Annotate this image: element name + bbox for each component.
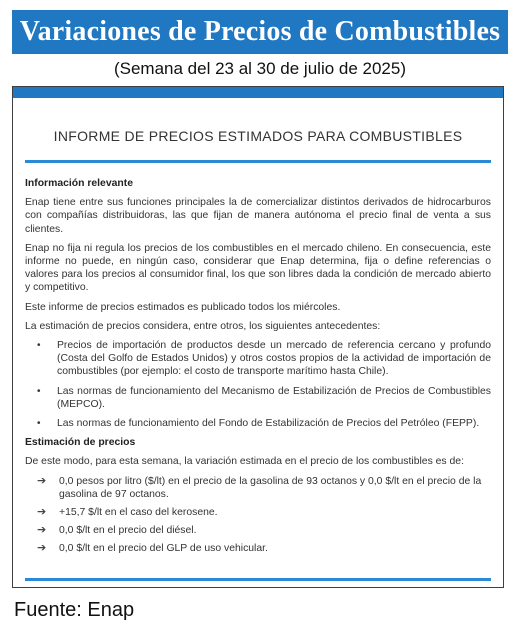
title-divider — [25, 160, 491, 163]
estimate-item — [25, 475, 491, 501]
paragraph: La estimación de precios considera, entre otros, los siguientes antecedentes: — [25, 320, 381, 332]
panel-top-bar — [13, 87, 503, 98]
paragraph: Este informe de precios estimados es publicado todos los miércoles. — [25, 301, 341, 313]
section-heading-info: Información relevante — [25, 178, 133, 189]
source-caption: Fuente: Enap — [14, 599, 135, 621]
estimates-list — [25, 475, 491, 556]
list-item — [25, 339, 491, 379]
estimates-intro: De este modo, para esta semana, la variación estimada en el precio de los combustibles es de: — [25, 456, 464, 468]
bullet-dot-icon: • — [37, 418, 41, 430]
estimate-text: +15,7 $/lt en el caso del kerosene. — [59, 507, 218, 519]
bullet-dot-icon: • — [37, 385, 41, 397]
section-heading-estimates: Estimación de precios — [25, 437, 136, 449]
paragraph: Enap tiene entre sus funciones principales la de comercializar distintos derivados de hidrocarburos con compañías distribuidoras, las que fijan de manera autónoma el precio final de venta a sus clientes. — [25, 197, 491, 235]
arrow-right-icon: ➔ — [37, 506, 47, 519]
list-item — [25, 417, 491, 430]
page-subtitle: (Semana del 23 al 30 de julio de 2025) — [113, 59, 407, 78]
estimate-text: 0,0 pesos por litro ($/lt) en el precio de la gasolina de 93 octanos y 0,0 $/lt en el precio de la gasolina de 97 octanos. — [59, 475, 482, 500]
arrow-right-icon: ➔ — [37, 474, 47, 487]
report-panel — [12, 86, 504, 588]
list-item-text: Precios de importación de productos desde un mercado de referencia cercano y profundo (Costa del Golfo de Estados Unidos) y otros costos propios de la actividad de importación de combustibles (por ejemplo: el costo de transporte marítimo hasta Chile). — [57, 340, 491, 378]
estimate-item — [25, 542, 491, 555]
estimate-text: 0,0 $/lt en el precio del GLP de uso vehicular. — [59, 543, 268, 555]
list-item-text: Las normas de funcionamiento del Mecanismo de Estabilización de Precios de Combustibles (MEPCO). — [57, 385, 491, 410]
page-title: Variaciones de Precios de Combustibles — [19, 16, 501, 47]
estimate-item — [25, 524, 491, 537]
arrow-right-icon: ➔ — [37, 542, 47, 555]
estimate-text: 0,0 $/lt en el precio del diésel. — [59, 525, 197, 537]
arrow-right-icon: ➔ — [37, 524, 47, 537]
list-item — [25, 385, 491, 411]
list-item-text: Las normas de funcionamiento del Fondo de Estabilización de Precios del Petróleo (FEPP). — [57, 418, 480, 430]
report-title: INFORME DE PRECIOS ESTIMADOS PARA COMBUSTIBLES — [53, 128, 463, 144]
estimate-item — [25, 506, 491, 519]
antecedents-list — [25, 339, 491, 430]
bullet-dot-icon: • — [37, 340, 41, 352]
report-content — [25, 177, 491, 561]
paragraph: Enap no fija ni regula los precios de los combustibles en el mercado chileno. En consecuencia, este informe no puede, en ningún caso, considerar que Enap determina, fija o define referencias o valores para los precios al consumidor final, los que son libres dada la condición de mercado abierto y competitivo. — [25, 242, 491, 294]
bottom-divider — [25, 578, 491, 581]
page-title-banner — [12, 10, 508, 54]
